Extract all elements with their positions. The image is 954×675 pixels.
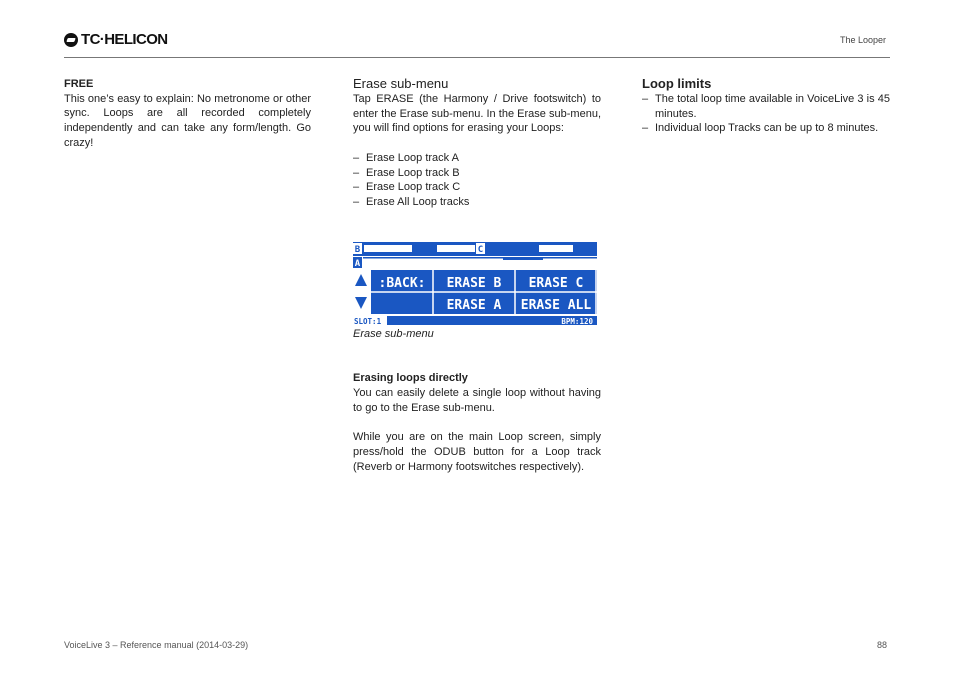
- list-item: – Erase Loop track B: [353, 166, 601, 181]
- menu-cell-erase-c: ERASE C: [528, 276, 584, 291]
- bpm-text: BPM:120: [561, 317, 593, 326]
- track-c-label: C: [477, 245, 484, 255]
- loop-limits-list: [642, 92, 890, 136]
- arrow-down-icon: [355, 297, 367, 309]
- list-item: – Erase Loop track C: [353, 180, 601, 195]
- figure-caption: Erase sub-menu: [353, 328, 434, 340]
- menu-cell-erase-b: ERASE B: [446, 276, 502, 291]
- menu-cell-erase-a: ERASE A: [446, 298, 502, 313]
- track-a-line: [363, 257, 597, 259]
- track-b-label: B: [354, 245, 361, 255]
- arrow-up-icon: [355, 274, 367, 286]
- erase-submenu-heading: Erase sub-menu: [353, 76, 449, 91]
- menu-cell-back: :BACK:: [378, 276, 426, 291]
- list-item: – Erase All Loop tracks: [353, 195, 601, 210]
- section-title: The Looper: [839, 35, 886, 45]
- erasing-directly-para2: While you are on the main Loop screen, simply press/hold the ODUB button for a Loop track (Reverb or Harmony footswitches respectively).: [353, 431, 601, 473]
- page-number: 88: [876, 640, 887, 650]
- lcd-screen: [353, 242, 597, 331]
- footer-manual-title: VoiceLive 3 – Reference manual (2014-03-29): [64, 640, 249, 650]
- tc-helicon-logo-icon: [64, 33, 78, 47]
- list-item: – Erase Loop track A: [353, 151, 601, 166]
- track-c-bar: [539, 245, 573, 252]
- track-a-marker: [503, 257, 543, 260]
- tc-helicon-logo: [64, 31, 168, 48]
- erase-options-list: [353, 151, 601, 210]
- loop-limits-heading: Loop limits: [642, 76, 712, 91]
- track-b-bar-2: [437, 245, 475, 252]
- track-b-bar: [364, 245, 412, 252]
- column-free: [64, 77, 311, 151]
- erasing-directly-heading: Erasing loops directly: [353, 372, 468, 385]
- slot-text: SLOT:1: [354, 317, 382, 326]
- track-a-label: A: [354, 259, 361, 269]
- column-erase: [353, 76, 601, 210]
- lcd-screen-graphic: [353, 242, 597, 326]
- header-divider: [64, 57, 890, 58]
- free-heading: FREE: [64, 78, 94, 90]
- free-body: This one’s easy to explain: No metronome or other sync. Loops are all recorded completely independently and can take any form/length. Go crazy!: [64, 92, 311, 149]
- list-item: – The total loop time available in VoiceLive 3 is 45 minutes.: [642, 92, 890, 121]
- logo-text: TC·HELICON: [81, 31, 168, 48]
- erasing-directly-para1: You can easily delete a single loop without having to go to the Erase sub-menu.: [353, 387, 601, 414]
- menu-cell-back-label: BACK: [386, 276, 418, 291]
- menu-cell-erase-all: ERASE ALL: [520, 298, 592, 313]
- list-item: – Individual loop Tracks can be up to 8 minutes.: [642, 121, 890, 136]
- column-loop-limits: [642, 76, 890, 136]
- erase-intro: Tap ERASE (the Harmony / Drive footswitch) to enter the Erase sub-menu. In the Erase sub-menu, you will find options for erasing your Loops:: [353, 93, 601, 135]
- column-erase-lower: [353, 327, 601, 474]
